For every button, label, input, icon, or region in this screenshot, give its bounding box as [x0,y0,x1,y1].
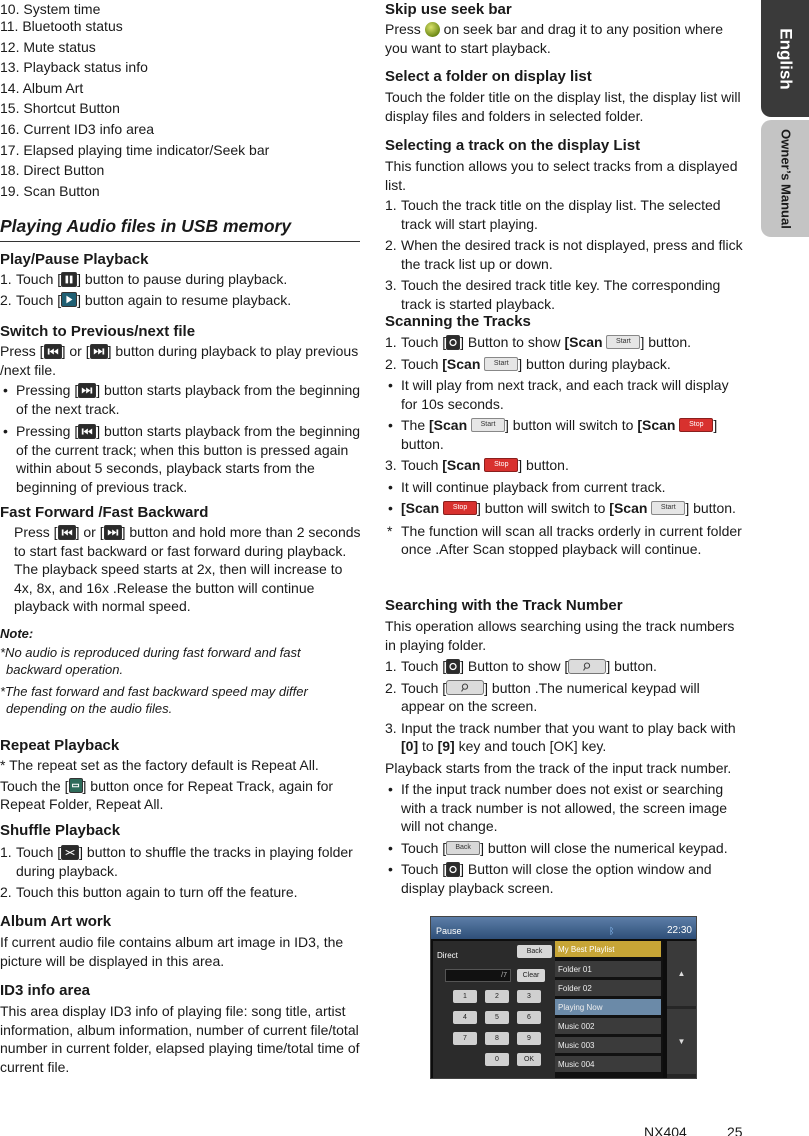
bullet-item: • If the input track number does not exist or searching with a track number is not allowed, the screen image will not change. [385,780,743,836]
next-icon [104,525,122,540]
search-icon [568,659,606,674]
folder-title: Select a folder on display list [385,68,592,85]
device-key: 6 [517,1011,541,1024]
bullet-item [0,381,362,418]
text: When the desired track is not displayed, press and flick the track list up or down. [401,237,743,272]
text: Touch [401,457,443,473]
bullet-item: • It will play from next track, and each track will display for 10s seconds. [385,376,743,413]
list-text: Album Art [22,80,84,96]
list-item [385,456,743,475]
device-key: 4 [453,1011,477,1024]
text: The [401,417,430,433]
list-item [0,161,104,180]
text: ] button starts playback from the beginning of the current track; when this button is pressed again within about 5 seconds, playback starts from the beginning of previous track. [16,423,361,495]
paragraph [385,20,743,57]
section-heading [0,215,360,242]
device-back-button: Back [517,945,552,958]
device-title: Pause [436,926,462,936]
id3-title: ID3 info area [0,982,91,999]
list-number: 3. [385,277,397,293]
list-item [385,276,743,313]
note-text: *The fast forward and fast backward speed may differ depending on the audio files. [0,684,308,716]
play-icon [61,292,77,307]
shuffle-title: Shuffle Playback [0,822,121,839]
list-text: Current ID3 info area [23,121,155,137]
scan-title: Scanning the Tracks [385,313,531,330]
text: ] button will switch to [505,417,638,433]
list-text: Playback status info [23,59,148,75]
tab-owners-manual [761,120,809,237]
paragraph: If current audio file contains album art image in ID3, the picture will be displayed in this area. [0,934,344,969]
key-label: [9] [437,738,455,754]
list-number: 2. [0,884,12,900]
album-art-section [0,912,362,970]
list-item [0,291,362,310]
list-item [385,355,743,374]
device-list-item: My Best Playlist [555,941,661,958]
scroll-up-icon: ▲ [667,941,696,1006]
text: ] or [ [75,524,104,540]
text: Press [385,21,425,37]
list-item [0,141,269,160]
device-key: 5 [485,1011,509,1024]
fast-forward-title: Fast Forward /Fast Backward [0,504,209,521]
device-time: 22:30 [666,925,692,936]
key-label: [0] [401,738,419,754]
text: ] button. [518,457,569,473]
text: ] button will close the numerical keypad. [480,839,728,856]
text: on seek bar and drag it to any position where you want to start playback. [385,21,723,56]
search-title: Searching with the Track Number [385,597,623,614]
text: Touch [ [16,271,62,287]
text: Touch [401,355,443,372]
text: to [418,738,438,754]
scan-word: [Scan [401,500,444,516]
text: Touch [ [401,679,447,696]
list-item [385,679,743,716]
start-button-icon: Start [651,501,685,515]
list-number: 1. [385,334,397,350]
paragraph: * The repeat set as the factory default is Repeat All. [0,757,319,773]
seek-knob-icon [425,22,440,37]
device-list-item: Music 002 [555,1018,661,1035]
text: ] button again to resume playback. [77,291,292,308]
device-scroll-buttons [667,941,696,1079]
text: Touch the track title on the display list. The selected track will start playing. [401,197,721,232]
device-track-list [555,941,663,1079]
list-text: Shortcut Button [23,100,120,116]
text: ] Button to show [460,334,565,350]
play-pause-title: Play/Pause Playback [0,251,149,268]
device-key: 9 [517,1032,541,1045]
list-number: 17. [0,142,20,158]
text: Touch [ [401,658,447,674]
track-list-title: Selecting a track on the display List [385,137,641,154]
text: Touch [ [16,844,62,860]
paragraph: This function allows you to select tracks from a displayed list. [385,158,738,193]
paragraph [0,777,362,814]
device-key: 3 [517,990,541,1003]
list-number: 15. [0,100,20,116]
repeat-section [0,736,362,814]
text: Touch [ [401,839,447,856]
list-item [0,17,123,36]
list-number: 1. [385,658,397,674]
list-text: Bluetooth status [22,18,123,34]
list-number: 14. [0,80,20,96]
text: ] button to pause during playback. [77,271,288,287]
text: ] button and hold more than 2 seconds to start fast backward or fast forward during playback. The playback speed starts at 2x, then will increase to 4x, 8x, and 16x .Release the button will continue playback with normal speed. [14,524,361,614]
device-list-item: Folder 01 [555,961,661,978]
list-number: 12. [0,39,20,55]
paragraph: Touch the folder title on the display list, the display list will display files and folders in selected folder. [385,89,741,124]
text: Touch [ [401,861,447,877]
prev-next-section [0,322,362,496]
stop-button-icon: Stop [484,458,518,472]
paragraph: Playback starts from the track of the input track number. [385,759,732,776]
text: Touch the [ [0,777,69,794]
list-text: Scan Button [23,183,100,199]
list-text: System time [23,1,101,17]
scan-word: [Scan [564,334,607,350]
list-number: 3. [385,719,397,736]
list-item [385,657,743,676]
list-item [385,236,743,273]
next-icon [90,344,108,359]
id3-section [0,981,362,1076]
track-list-section [385,136,743,313]
previous-icon [58,525,76,540]
scan-word: [Scan [637,417,680,433]
list-item [385,196,743,233]
option-icon [446,335,460,350]
note-label: Note: [0,626,34,641]
scroll-down-icon: ▼ [667,1009,696,1074]
play-pause-section [0,250,362,309]
list-text: Elapsed playing time indicator/Seek bar [23,142,270,158]
text: ] button during playback to play previous /next file. [0,343,359,378]
list-number: 11. [0,18,19,34]
bluetooth-icon: ᛒ [609,926,615,936]
list-item [385,333,743,352]
list-item [0,270,362,289]
list-number: 10. [0,1,20,17]
list-number: 1. [0,844,12,860]
text: ] button to shuffle the tracks in playing folder during playback. [16,844,353,879]
text: Pressing [ [16,423,79,439]
section-title: Playing Audio files in USB memory [0,216,292,236]
list-number: 1. [385,197,397,213]
pause-icon [61,272,77,287]
list-number: 3. [385,457,397,473]
list-number: 16. [0,121,20,137]
text: ] button starts playback from the beginning of the next track. [16,382,361,417]
footnote: * The function will scan all tracks orderly in current folder once .After Scan stopped playback will continue. [385,522,743,559]
list-item [385,719,743,756]
stop-button-icon: Stop [443,501,477,515]
device-list-item: Music 003 [555,1037,661,1054]
option-icon [446,659,460,674]
list-item [0,120,154,139]
text: Touch [ [401,334,447,350]
text: ] button once for Repeat Track, again for Repeat Folder, Repeat All. [0,777,334,812]
note-text: *No audio is reproduced during fast forward and fast backward operation. [0,645,301,677]
list-item [0,99,120,118]
text: ] Button will close the option window and display playback screen. [401,861,712,896]
list-number: 19. [0,183,20,199]
paragraph [0,342,362,379]
previous-icon [44,344,62,359]
text: ] button. [606,658,657,674]
bullet-item: • It will continue playback from current track. [385,478,743,497]
list-item [0,58,148,77]
start-button-icon: Start [484,357,518,371]
list-number: 2. [385,679,397,696]
stop-button-icon: Stop [679,418,713,432]
shuffle-icon [61,845,79,860]
text: Press [ [14,524,58,540]
device-keypad-panel [433,941,557,1079]
list-text: Mute status [23,39,96,55]
list-number: 18. [0,162,20,178]
text: Touch the desired track title key. The corresponding track is started playback. [401,277,721,312]
list-item [0,843,362,880]
text: ] button during playback. [518,355,671,372]
back-icon: Back [446,841,480,855]
list-item [0,0,362,19]
text: ] button. [685,500,736,516]
device-status-bar [431,917,697,939]
bullet-item [0,422,362,496]
next-icon [78,383,96,398]
fast-forward-section [0,503,362,616]
tab-english [761,0,809,117]
option-icon [446,862,460,877]
folder-section [385,67,743,125]
repeat-icon [69,778,83,793]
repeat-title: Repeat Playback [0,737,120,754]
text: ] or [ [61,343,90,359]
search-section [385,596,743,897]
text: ] Button to show [ [460,658,569,674]
scan-section [385,312,743,559]
list-item [0,79,83,98]
device-key: 7 [453,1032,477,1045]
device-screenshot [430,916,697,1079]
scan-word: [Scan [609,500,652,516]
list-number: 2. [385,237,397,253]
paragraph: This area display ID3 info of playing file: song title, artist information, album information, number of current file/total number in current folder, elapsed playing time/total time of current file. [0,1003,360,1075]
text: Touch [ [16,291,62,308]
list-item [0,38,96,57]
device-key: 2 [485,990,509,1003]
text: ] button. [640,334,692,350]
shuffle-section [0,821,362,902]
device-number-display: /7 [445,969,511,982]
text: Press [ [0,343,44,359]
device-clear-button: Clear [517,969,545,982]
list-number: 2. [0,291,12,308]
device-direct-label: Direct [437,951,458,960]
list-item [0,182,100,201]
start-button-icon: Start [606,335,640,349]
previous-icon [78,424,96,439]
scan-word: [Scan [442,355,485,372]
list-number: 2. [385,355,397,372]
footer-model: NX404 [644,1124,687,1136]
text: Pressing [ [16,382,79,398]
device-key: 8 [485,1032,509,1045]
seek-title: Skip use seek bar [385,1,512,18]
text: ] button will switch to [477,500,610,516]
page-number: 25 [727,1124,743,1136]
device-key: 0 [485,1053,509,1066]
text: ] button. [401,417,718,452]
text: ] button .The numerical keypad will appear on the screen. [401,679,700,714]
scan-word: [Scan [429,417,472,433]
device-key: OK [517,1053,541,1066]
bullet-item [385,499,743,518]
list-number: 13. [0,59,20,75]
paragraph: This operation allows searching using the track numbers in playing folder. [385,618,735,653]
list-number: 1. [0,271,12,287]
text: Touch this button again to turn off the feature. [16,884,298,900]
tab-english-label: English [776,27,796,90]
device-key: 1 [453,990,477,1003]
note-section [0,625,345,717]
tab-owners-manual-label: Owner’s Manual [778,128,794,229]
device-list-item: Playing Now [555,999,661,1016]
device-list-item: Music 004 [555,1056,661,1073]
list-text: Direct Button [23,162,105,178]
text: Input the track number that you want to play back with [401,719,736,736]
device-list-item: Folder 02 [555,980,661,997]
album-art-title: Album Art work [0,913,112,930]
seek-section [385,0,743,57]
bullet-item [385,860,743,897]
text: key and touch [OK] key. [454,738,607,754]
start-button-icon: Start [471,418,505,432]
scan-word: [Scan [442,457,485,473]
bullet-item [385,416,743,453]
prev-next-title: Switch to Previous/next file [0,323,196,340]
list-item [0,883,362,902]
paragraph [0,523,362,616]
bullet-item [385,839,743,858]
search-icon [446,680,484,695]
